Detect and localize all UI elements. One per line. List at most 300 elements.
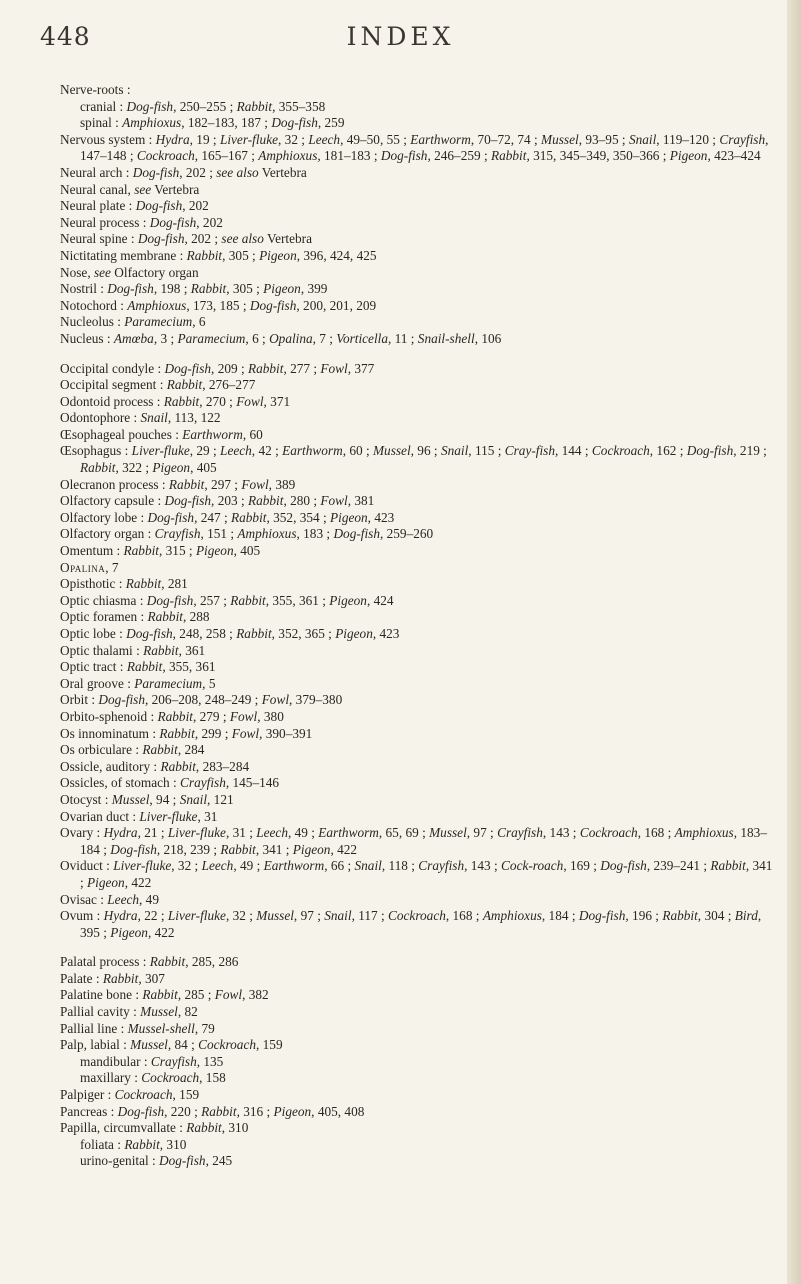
index-text: , 168 ; xyxy=(637,825,675,841)
index-text: , 7 xyxy=(105,559,119,575)
index-text: , 245 xyxy=(205,1153,233,1169)
index-taxon: Snail xyxy=(440,443,469,459)
index-entry xyxy=(60,215,776,232)
index-text: , 21 ; xyxy=(137,825,168,841)
index-text: , 169 ; xyxy=(563,858,601,874)
index-text: , 31 ; xyxy=(225,825,257,841)
index-taxon: Cockroach xyxy=(198,1037,256,1053)
index-text: Olfactory lobe : xyxy=(60,509,148,525)
index-taxon: Bird xyxy=(734,908,758,924)
index-taxon: Rabbit xyxy=(662,908,698,924)
index-taxon: Dog-fish xyxy=(107,281,154,297)
index-taxon: Fowl xyxy=(241,476,269,492)
index-text: Opisthotic : xyxy=(60,576,126,592)
index-taxon: Pigeon xyxy=(87,874,125,890)
index-taxon: Fowl xyxy=(236,393,264,409)
index-text: , 29 ; xyxy=(189,443,221,459)
index-taxon: Opalina xyxy=(269,330,313,346)
index-text: , 355, 361 ; xyxy=(265,592,330,608)
index-taxon: Pigeon xyxy=(335,626,373,641)
index-taxon: see also xyxy=(221,231,264,247)
index-text: Nerve-roots : xyxy=(60,82,131,97)
index-entry xyxy=(60,576,776,593)
index-text: , 202 xyxy=(196,214,223,230)
index-taxon: Mussel xyxy=(429,825,467,841)
index-text: , 379–380 xyxy=(289,692,343,708)
index-taxon: Fowl xyxy=(214,987,243,1003)
index-text: , 183–184 ; xyxy=(80,825,767,857)
index-taxon: Crayfish xyxy=(719,131,766,147)
index-text: , 84 ; xyxy=(167,1037,199,1053)
index-text: Palatine bone : xyxy=(60,987,143,1003)
index-taxon: Rabbit xyxy=(157,708,193,724)
index-text: , 119–120 ; xyxy=(656,131,720,147)
index-taxon: Rabbit xyxy=(142,742,178,758)
index-taxon: Dog-fish xyxy=(578,908,626,924)
page-edge xyxy=(787,0,801,1284)
index-entry xyxy=(60,427,776,444)
index-subentry xyxy=(60,99,776,116)
index-taxon: Leech xyxy=(308,131,341,147)
index-text: , 203 ; xyxy=(211,493,248,509)
index-text: , 355, 361 xyxy=(162,659,216,675)
index-text: , 32 ; xyxy=(171,858,202,874)
index-text: , 341 ; xyxy=(255,841,293,857)
index-text: Palate : xyxy=(60,970,103,986)
index-taxon: Dog-fish xyxy=(98,692,145,708)
index-text: Olfactory organ : xyxy=(60,526,155,542)
index-entry xyxy=(60,443,776,476)
index-taxon: Rabbit xyxy=(123,543,159,559)
index-text: , 239–241 ; xyxy=(646,858,711,874)
index-text: , 341 ; xyxy=(80,858,773,890)
index-entry xyxy=(60,759,776,776)
index-text: Ovum : xyxy=(60,908,104,924)
index-taxon: Hydra xyxy=(155,131,190,147)
index-text: , 322 ; xyxy=(115,460,153,476)
index-text: , 135 xyxy=(196,1053,224,1069)
index-taxon: Dog-fish xyxy=(164,360,212,376)
index-text: Occipital segment : xyxy=(60,377,167,393)
index-taxon: Liver-fluke xyxy=(113,858,172,874)
index-text: Œsophageal pouches : xyxy=(60,426,183,442)
index-text: , 285 ; xyxy=(177,987,215,1003)
index-taxon: Dog-fish xyxy=(149,214,197,230)
index-text: , 218, 239 ; xyxy=(156,841,221,857)
index-taxon: Mussel xyxy=(372,443,411,459)
index-text: , 65, 69 ; xyxy=(378,825,430,841)
index-taxon: Dog-fish xyxy=(117,1103,165,1119)
index-text: Ovarian duct : xyxy=(60,808,140,824)
index-text: Ovisac : xyxy=(60,891,108,907)
index-taxon: Pigeon xyxy=(292,841,331,857)
index-text: , 424 xyxy=(366,592,394,608)
index-entry xyxy=(60,165,776,182)
index-taxon: Dog-fish xyxy=(126,626,173,641)
index-text: , 97 ; xyxy=(466,825,498,841)
index-taxon: Rabbit xyxy=(126,659,163,675)
index-text: , 202 xyxy=(182,198,209,214)
index-taxon: Dog-fish xyxy=(380,148,428,164)
index-entry xyxy=(60,82,776,99)
index-taxon: Rabbit xyxy=(124,1136,160,1152)
index-text: , 399 xyxy=(300,281,328,297)
index-text: , 371 xyxy=(263,393,291,409)
index-taxon: Rabbit xyxy=(159,725,195,741)
index-text: , 422 xyxy=(124,874,152,890)
index-text: , 257 ; xyxy=(193,592,231,608)
index-text: , 181–183 ; xyxy=(317,148,381,164)
index-taxon: Amphioxus xyxy=(237,526,297,542)
index-text: , 305 ; xyxy=(226,281,264,297)
index-entry xyxy=(60,676,776,693)
index-taxon: Mussel xyxy=(541,131,579,147)
index-text: , 270 ; xyxy=(199,393,237,409)
index-text: , 422 xyxy=(330,841,358,857)
index-entry xyxy=(60,281,776,298)
index-taxon: Earthworm xyxy=(182,426,243,442)
index-text: , 49 xyxy=(139,891,159,907)
index-text: Nostril : xyxy=(60,281,108,297)
index-taxon: Dog-fish xyxy=(132,164,180,180)
index-text: , 6 ; xyxy=(245,330,270,346)
index-text: , 82 xyxy=(177,1004,198,1020)
index-text: Pancreas : xyxy=(60,1103,118,1119)
index-text: , 106 xyxy=(474,330,502,346)
index-text: Oral groove : xyxy=(60,675,135,691)
index-text: , 159 xyxy=(256,1037,283,1053)
index-text: , 94 ; xyxy=(149,791,180,807)
index-text: Olecranon process : xyxy=(60,476,169,492)
index-text: , 22 ; xyxy=(137,908,168,924)
index-taxon: Mussel xyxy=(130,1037,168,1053)
index-taxon: Snail xyxy=(179,791,208,807)
index-text: , 283–284 xyxy=(195,758,250,774)
index-taxon: Cockroach xyxy=(591,443,650,459)
index-taxon: Amœba xyxy=(113,330,154,346)
index-text: , 277 ; xyxy=(283,360,321,376)
index-entry xyxy=(60,892,776,909)
index-entry xyxy=(60,908,776,941)
index-entry xyxy=(60,560,776,577)
index-taxon: Dog-fish xyxy=(333,526,380,542)
index-taxon: Pigeon xyxy=(110,924,148,940)
index-text: , 396, 424, 425 xyxy=(296,247,377,263)
index-taxon: Dog-fish xyxy=(159,1153,206,1169)
index-text: mandibular : xyxy=(80,1053,151,1069)
index-taxon: Dog-fish xyxy=(164,493,212,509)
index-text: , 288 xyxy=(182,609,210,625)
index-text: , 183 ; xyxy=(296,526,334,542)
index-taxon: Cockroach xyxy=(141,1070,200,1086)
index-text: , 381 xyxy=(347,493,375,509)
index-text: , 248, 258 ; xyxy=(172,626,237,641)
index-taxon: Leech xyxy=(107,891,140,907)
index-text: , 284 xyxy=(177,742,205,758)
index-text: , 405 xyxy=(233,543,261,559)
index-text: maxillary : xyxy=(80,1070,142,1086)
page-number: 448 xyxy=(40,22,91,51)
index-text: , 3 ; xyxy=(153,330,178,346)
index-taxon: Pigeon xyxy=(259,247,297,263)
index-text: , 196 ; xyxy=(625,908,663,924)
index-text: , 151 ; xyxy=(200,526,238,542)
index-taxon: Rabbit xyxy=(201,1103,237,1119)
index-entry xyxy=(60,331,776,348)
index-taxon: Amphioxus xyxy=(122,115,182,131)
index-entry xyxy=(60,659,776,676)
index-text: , 355–358 xyxy=(272,98,326,114)
index-text: Ossicle, auditory : xyxy=(60,758,161,774)
index-taxon: Rabbit xyxy=(147,609,183,625)
index-entry xyxy=(60,692,776,709)
index-taxon: Fowl xyxy=(261,692,290,708)
index-text: , 307 xyxy=(138,970,165,986)
index-text: Vertebra xyxy=(151,181,200,197)
index-text: , 113, 122 xyxy=(167,410,221,426)
index-taxon: Amphioxus xyxy=(482,908,542,924)
index-text: Optic chiasma : xyxy=(60,592,147,608)
index-text: , 97 ; xyxy=(293,908,325,924)
index-taxon: Rabbit xyxy=(231,509,267,525)
index-taxon: Liver-fluke xyxy=(167,825,226,841)
index-taxon: Earthworm xyxy=(318,825,379,841)
index-taxon: Earthworm xyxy=(410,131,471,147)
index-entry xyxy=(60,361,776,378)
index-taxon: Crayfish xyxy=(150,1053,197,1069)
index-entry xyxy=(60,609,776,626)
index-text: Neural spine : xyxy=(60,231,138,247)
index-text: , 165–167 ; xyxy=(194,148,259,164)
index-text: Papilla, circumvallate : xyxy=(60,1120,187,1136)
index-taxon: Dog-fish xyxy=(271,115,318,131)
index-text: , 115 ; xyxy=(468,443,505,459)
index-taxon: Snail xyxy=(354,858,382,874)
index-entry xyxy=(60,971,776,988)
index-text: , 60 ; xyxy=(342,443,373,459)
index-taxon: Rabbit xyxy=(186,247,223,263)
index-text: , 281 xyxy=(161,576,188,592)
index-text: Nucleus : xyxy=(60,330,114,346)
index-taxon: Dog-fish xyxy=(135,198,183,214)
index-text: , 143 ; xyxy=(464,858,502,874)
index-entry xyxy=(60,231,776,248)
index-entry xyxy=(60,742,776,759)
index-text: Œsophagus : xyxy=(60,443,132,459)
index-taxon: Pigeon xyxy=(263,281,301,297)
index-text: Palatal process : xyxy=(60,954,150,970)
index-text: , 121 xyxy=(207,791,234,807)
index-text: , 93–95 ; xyxy=(578,131,629,147)
index-subentry xyxy=(60,1054,776,1071)
index-text: , 6 xyxy=(192,314,206,330)
index-entry xyxy=(60,377,776,394)
index-text: Odontophore : xyxy=(60,410,141,426)
index-taxon: Crayfish xyxy=(180,775,226,791)
index-entry xyxy=(60,198,776,215)
index-taxon: Rabbit xyxy=(190,281,227,297)
index-taxon: Fowl xyxy=(320,360,348,376)
index-list xyxy=(60,82,776,1170)
index-text: spinal : xyxy=(80,115,123,131)
index-text: Ovary : xyxy=(60,825,104,841)
index-text: , 310 xyxy=(221,1120,249,1136)
index-text: Olfactory organ xyxy=(110,264,199,280)
index-taxon: Rabbit xyxy=(220,841,256,857)
index-entry xyxy=(60,1087,776,1104)
index-taxon: Leech xyxy=(256,825,288,841)
index-taxon: Crayfish xyxy=(418,858,465,874)
index-taxon: Hydra xyxy=(103,825,138,841)
index-text: , 96 ; xyxy=(410,443,441,459)
index-text: , 202 ; xyxy=(184,231,222,247)
index-entry xyxy=(60,132,776,165)
index-taxon: Amphioxus xyxy=(127,297,187,313)
index-entry xyxy=(60,858,776,891)
index-text: , 198 ; xyxy=(153,281,191,297)
index-taxon: see xyxy=(93,264,111,280)
index-taxon: Amphioxus xyxy=(258,148,318,164)
index-text: , 7 ; xyxy=(312,330,337,346)
index-text: , 184 ; xyxy=(541,908,579,924)
index-text: , 352, 354 ; xyxy=(266,509,330,525)
index-text: , 279 ; xyxy=(192,708,230,724)
index-taxon: Fowl xyxy=(229,708,258,724)
index-text: Palpiger : xyxy=(60,1087,115,1103)
index-text: Optic lobe : xyxy=(60,626,127,641)
index-text: , 49 ; xyxy=(233,858,264,874)
index-text: , 423 xyxy=(372,626,400,641)
index-taxon: Cockroach xyxy=(114,1087,173,1103)
index-text: , 276–277 xyxy=(202,377,256,393)
index-taxon: Rabbit xyxy=(186,1120,222,1136)
index-taxon: Paramecium xyxy=(177,330,246,346)
index-entry xyxy=(60,410,776,427)
index-subentry xyxy=(60,1153,776,1170)
index-taxon: Pigeon xyxy=(273,1103,312,1119)
index-text: , 259 xyxy=(317,115,345,131)
index-text: Os orbiculare : xyxy=(60,742,143,758)
index-taxon: Hydra xyxy=(103,908,138,924)
index-taxon: Mussel xyxy=(256,908,294,924)
index-entry xyxy=(60,1037,776,1054)
index-text: , 206–208, 248–249 ; xyxy=(144,692,262,708)
index-entry xyxy=(60,775,776,792)
index-text: , 182–183, 187 ; xyxy=(181,115,272,131)
index-text: , 158 xyxy=(199,1070,226,1086)
index-text: Optic thalami : xyxy=(60,642,144,658)
index-text: , 32 ; xyxy=(278,131,309,147)
index-text: , 377 xyxy=(347,360,375,376)
index-text: , 423 xyxy=(367,509,395,525)
index-text: Neural arch : xyxy=(60,164,133,180)
index-text: , 200, 201, 209 xyxy=(296,297,377,313)
index-taxon: Rabbit xyxy=(247,493,284,509)
index-text: Nose, xyxy=(60,264,94,280)
index-taxon: Earthworm xyxy=(263,858,325,874)
index-text: Neural process : xyxy=(60,214,150,230)
index-taxon: see also xyxy=(216,164,259,180)
index-taxon: Vorticella xyxy=(336,330,388,346)
index-taxon: Dog-fish xyxy=(249,297,297,313)
index-entry xyxy=(60,314,776,331)
index-text: , 316 ; xyxy=(236,1103,274,1119)
index-text: Palp, labial : xyxy=(60,1037,131,1053)
index-taxon: Pigeon xyxy=(669,148,708,164)
index-text: , 49–50, 55 ; xyxy=(340,131,411,147)
index-text: , 382 xyxy=(242,987,269,1003)
index-entry xyxy=(60,1004,776,1021)
index-entry xyxy=(60,248,776,265)
index-taxon: Rabbit xyxy=(230,592,266,608)
index-taxon: Rabbit xyxy=(149,954,186,970)
index-taxon: see xyxy=(134,181,152,197)
index-text: , 361 xyxy=(178,642,206,658)
index-entry xyxy=(60,394,776,411)
index-text: , 389 xyxy=(268,476,296,492)
index-taxon: Dog-fish xyxy=(137,231,185,247)
index-subentry xyxy=(60,115,776,132)
index-text: Nucleolus : xyxy=(60,314,125,330)
index-taxon: Dog-fish xyxy=(126,98,174,114)
index-taxon: Leech xyxy=(220,443,252,459)
index-text: Orbito-sphenoid : xyxy=(60,708,158,724)
section-gap xyxy=(60,941,776,954)
index-taxon: Pigeon xyxy=(152,460,191,476)
index-text: , 395 ; xyxy=(80,908,762,940)
page-header xyxy=(0,22,801,62)
index-taxon: Rabbit xyxy=(236,98,273,114)
index-text: , 380 xyxy=(257,708,284,724)
index-text: , 19 ; xyxy=(189,131,220,147)
index-entry xyxy=(60,792,776,809)
index-entry xyxy=(60,809,776,826)
index-text: , 304 ; xyxy=(697,908,735,924)
index-taxon: Mussel-shell xyxy=(127,1020,195,1036)
index-entry xyxy=(60,298,776,315)
index-text: , 11 ; xyxy=(388,330,418,346)
index-entry xyxy=(60,1021,776,1038)
index-taxon: Leech xyxy=(201,858,234,874)
index-taxon: Rabbit xyxy=(80,460,116,476)
index-entry xyxy=(60,265,776,282)
index-taxon: Rabbit xyxy=(125,576,162,592)
index-taxon: Dog-fish xyxy=(147,509,195,525)
index-text: Vertebra xyxy=(263,231,312,247)
index-entry xyxy=(60,477,776,494)
index-taxon: Pigeon xyxy=(330,509,368,525)
index-text: , 168 ; xyxy=(445,908,483,924)
index-text: Occipital condyle : xyxy=(60,360,165,376)
index-text: , 173, 185 ; xyxy=(186,297,250,313)
index-entry xyxy=(60,825,776,858)
index-entry xyxy=(60,1104,776,1121)
index-taxon: Mussel xyxy=(140,1004,178,1020)
index-taxon: Rabbit xyxy=(247,360,284,376)
index-taxon: Snail xyxy=(324,908,352,924)
index-taxon: Cockroach xyxy=(388,908,446,924)
index-taxon: Mussel xyxy=(111,791,150,807)
index-entry xyxy=(60,493,776,510)
index-text: , 310 xyxy=(159,1136,187,1152)
index-taxon: Amphioxus xyxy=(674,825,734,841)
index-taxon: Paramecium xyxy=(134,675,203,691)
index-text: , 250–255 ; xyxy=(173,98,237,114)
index-taxon: Rabbit xyxy=(490,148,527,164)
index-text: , 5 xyxy=(202,675,216,691)
index-text: Notochord : xyxy=(60,297,128,313)
index-text: , 220 ; xyxy=(164,1103,202,1119)
